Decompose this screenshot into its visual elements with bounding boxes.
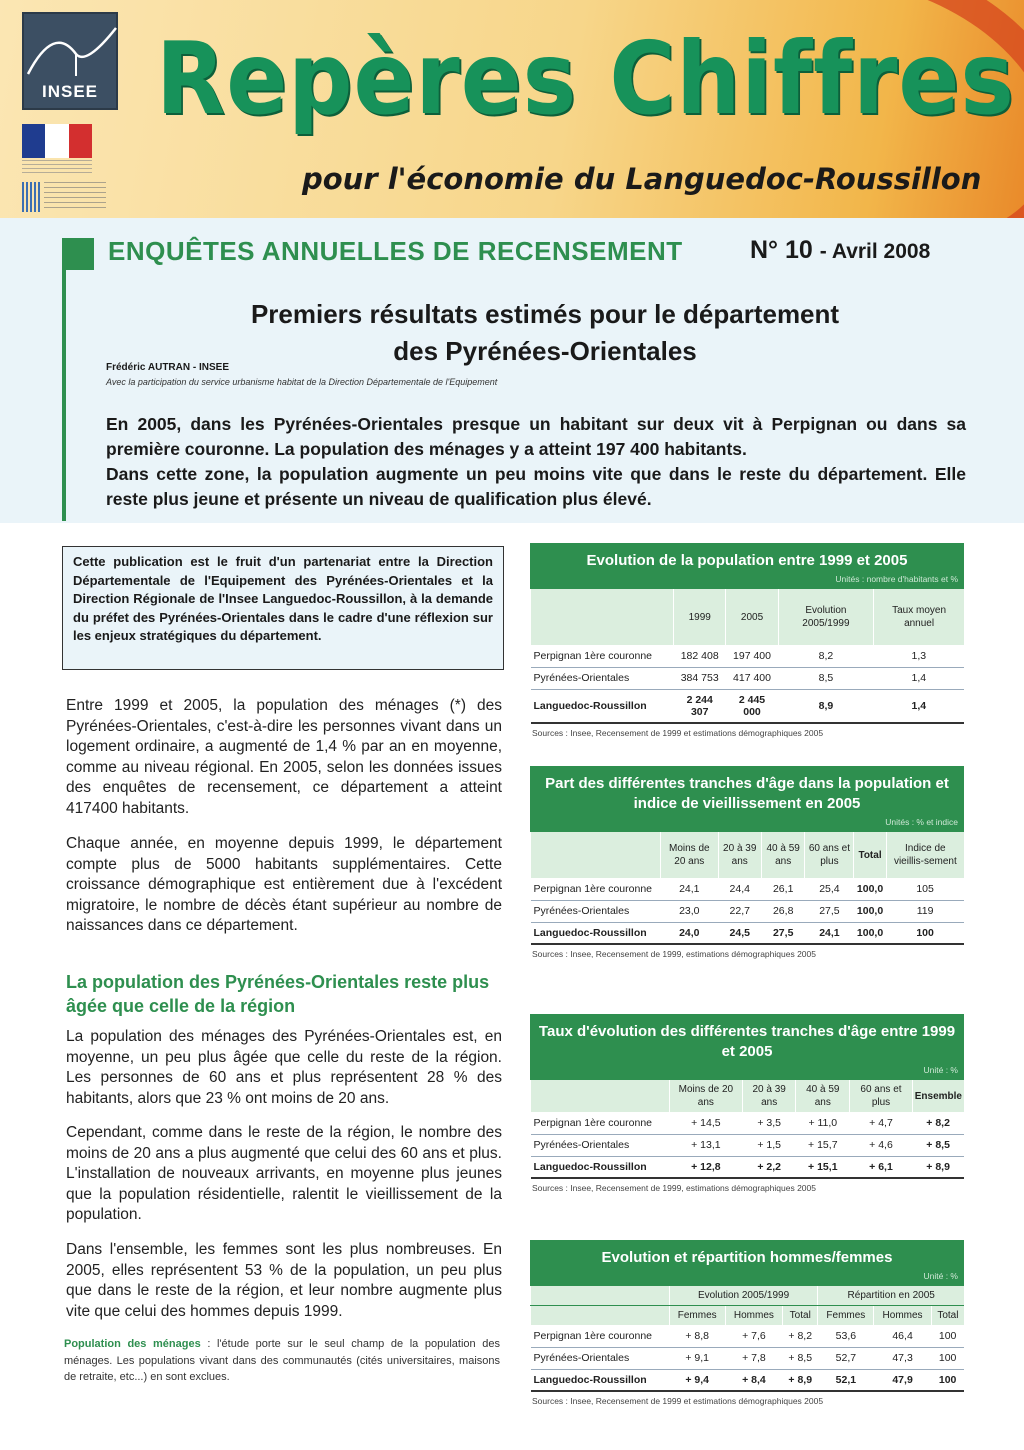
table-cell: + 7,8 <box>725 1347 782 1369</box>
column-header <box>531 589 674 645</box>
insee-logo-text: INSEE <box>41 82 99 101</box>
table-cell: 8,5 <box>778 667 873 689</box>
table-row <box>531 667 965 689</box>
data-table <box>530 1286 964 1392</box>
column-group-spacer <box>531 1286 670 1306</box>
row-label: Pyrénées-Orientales <box>531 667 674 689</box>
table-caption: Evolution de la population entre 1999 et 2005 <box>530 543 964 573</box>
table-cell: 1,4 <box>874 689 964 723</box>
table-cell: + 14,5 <box>669 1112 742 1134</box>
brand-subtitle: pour l'économie du Languedoc-Roussillon <box>302 162 982 196</box>
republique-francaise-logo <box>22 124 92 158</box>
table-cell: + 9,1 <box>669 1347 725 1369</box>
footnote-text: : l'étude porte sur le seul champ de la population des ménages. Les populations vivant dans des communautés (cités universitaires, maisons de retraite, etc...) en sont exclues. <box>64 1338 500 1383</box>
table-row <box>531 1325 965 1347</box>
section-heading: La population des Pyrénées-Orientales reste plus âgée que celle de la région <box>66 972 490 1016</box>
table-cell: + 12,8 <box>669 1156 742 1178</box>
republique-francaise-caption <box>22 160 92 174</box>
series-marker <box>62 238 94 270</box>
column-header: 60 ans et plus <box>805 832 854 878</box>
table-row <box>531 645 965 667</box>
table-cell: 47,9 <box>874 1369 931 1391</box>
issue-number: N° 10 <box>750 236 813 264</box>
lead-2: Dans cette zone, la population augmente un peu moins vite que dans le reste du département. Elle reste plus jeune et présente un niveau de qualification plus élevé. <box>106 464 966 509</box>
table-cell: 100,0 <box>854 900 886 922</box>
paragraph-3: La population des ménages des Pyrénées-Orientales est, en moyenne, un peu plus âgée que celle du reste de la région. Les personnes de 60 ans et plus représentent 28 % des habitants, alors que 23 % ont moins de 20 ans. <box>66 1028 502 1107</box>
table-row <box>531 1347 965 1369</box>
table-cell: 24,1 <box>661 878 718 900</box>
table-cell: 100,0 <box>854 878 886 900</box>
row-label: Pyrénées-Orientales <box>531 1134 670 1156</box>
table-cell: 100 <box>931 1347 964 1369</box>
table-source: Sources : Insee, Recensement de 1999 et estimations démographiques 2005 <box>532 1396 824 1406</box>
series-rule <box>62 238 66 521</box>
table-cell: 197 400 <box>726 645 778 667</box>
table-cell: + 8,9 <box>783 1369 818 1391</box>
lead-paragraph <box>106 412 966 512</box>
table-cell: 105 <box>886 878 964 900</box>
issue-date: - Avril 2008 <box>819 240 931 263</box>
table-cell: + 4,7 <box>850 1112 912 1134</box>
table-unit: Unités : % et indice <box>530 816 964 832</box>
table-cell: 52,1 <box>818 1369 874 1391</box>
table-cell: + 6,1 <box>850 1156 912 1178</box>
table-cell: 100,0 <box>854 922 886 944</box>
column-header: Taux moyen annuel <box>874 589 964 645</box>
table-cell: + 7,6 <box>725 1325 782 1347</box>
table-cell: 47,3 <box>874 1347 931 1369</box>
table-caption: Evolution et répartition hommes/femmes <box>530 1240 964 1270</box>
article-title <box>150 296 940 370</box>
column-header: 60 ans et plus <box>850 1080 912 1112</box>
lead-1: En 2005, dans les Pyrénées-Orientales presque un habitant sur deux vit à Perpignan ou dans sa première couronne. La population des ménages y a atteint 197 400 habitants. <box>106 414 966 459</box>
table-cell: + 2,2 <box>743 1156 796 1178</box>
row-label: Pyrénées-Orientales <box>531 1347 670 1369</box>
paragraph-5: Dans l'ensemble, les femmes sont les plus nombreuses. En 2005, elles représentent 53 % de la population, un peu plus que dans le reste de la région, et leur nombre augmente plus vite que celui des hommes depuis 1999. <box>66 1241 502 1320</box>
column-group-header: Répartition en 2005 <box>818 1286 964 1306</box>
row-label: Pyrénées-Orientales <box>531 900 661 922</box>
table-row <box>531 1112 965 1134</box>
table-gender <box>530 1240 964 1410</box>
row-label: Languedoc-Roussillon <box>531 1156 670 1178</box>
table-source: Sources : Insee, Recensement de 1999 et estimations démographiques 2005 <box>532 727 824 738</box>
table-cell: + 3,5 <box>743 1112 796 1134</box>
table-row <box>531 1134 965 1156</box>
table-cell: + 4,6 <box>850 1134 912 1156</box>
table-cell: 27,5 <box>761 922 804 944</box>
table-row <box>531 1156 965 1178</box>
table-cell: + 15,1 <box>796 1156 850 1178</box>
table-cell: 52,7 <box>818 1347 874 1369</box>
column-header: Femmes <box>669 1306 725 1326</box>
paragraph-1: Entre 1999 et 2005, la population des ménages (*) des Pyrénées-Orientales, c'est-à-dire les personnes vivant dans un logement ordinaire, a augmenté de 1,4 % par an en moyenne, comme au niveau régional. En 2005, selon les données issues des enquêtes de recensement, ce département a atteint 417400 habitants. <box>66 697 502 817</box>
table-cell: 119 <box>886 900 964 922</box>
table-cell: 1,4 <box>874 667 964 689</box>
row-label: Perpignan 1ère couronne <box>531 1325 670 1347</box>
table-cell: + 8,5 <box>783 1347 818 1369</box>
column-header: Evolution 2005/1999 <box>778 589 873 645</box>
column-header: 40 à 59 ans <box>761 832 804 878</box>
table-cell: 24,4 <box>718 878 761 900</box>
equipement-logo <box>22 182 106 212</box>
table-cell: + 13,1 <box>669 1134 742 1156</box>
row-label: Languedoc-Roussillon <box>531 1369 670 1391</box>
row-label: Perpignan 1ère couronne <box>531 645 674 667</box>
table-caption: Part des différentes tranches d'âge dans la population et indice de vieillissement en 2005 <box>530 766 964 816</box>
table-cell: 23,0 <box>661 900 718 922</box>
table-cell: 182 408 <box>674 645 726 667</box>
row-label: Perpignan 1ère couronne <box>531 878 661 900</box>
table-cell: + 8,2 <box>912 1112 964 1134</box>
column-header: Moins de 20 ans <box>661 832 718 878</box>
table-row <box>531 689 965 723</box>
row-label: Languedoc-Roussillon <box>531 689 674 723</box>
table-unit: Unités : nombre d'habitants et % <box>530 573 964 589</box>
column-header: 2005 <box>726 589 778 645</box>
paragraph-2: Chaque année, en moyenne depuis 1999, le département compte plus de 5000 habitants supplémentaires. Cette croissance démographique est entièrement due à l'excédent migratoire, le nombre de décès étant supérieur au nombre de naissances dans ce département. <box>66 835 502 935</box>
table-cell: 26,1 <box>761 878 804 900</box>
table-unit: Unité : % <box>530 1064 964 1080</box>
column-header: Hommes <box>725 1306 782 1326</box>
table-cell: 24,0 <box>661 922 718 944</box>
column-header: Total <box>783 1306 818 1326</box>
table-cell: 53,6 <box>818 1325 874 1347</box>
brand-title: Repères Chiffres <box>156 20 1015 137</box>
series-title: ENQUÊTES ANNUELLES DE RECENSEMENT <box>108 236 683 266</box>
insee-logo <box>22 12 118 110</box>
table-age-evolution <box>530 1014 964 1197</box>
article-title-line-1: Premiers résultats estimés pour le département <box>250 299 840 329</box>
table-cell: + 8,4 <box>725 1369 782 1391</box>
table-source: Sources : Insee, Recensement de 1999, estimations démographiques 2005 <box>532 949 816 959</box>
column-header <box>531 832 661 878</box>
partner-box: Cette publication est le fruit d'un partenariat entre la Direction Départementale de l'Equipement des Pyrénées-Orientales et la Direction Régionale de l'Insee Languedoc-Roussillon, à la demande du préfet des Pyrénées-Orientales dans le cadre d'une réflexion sur les enjeux stratégiques du département. <box>62 546 504 670</box>
footnote-label: Population des ménages <box>64 1338 201 1350</box>
column-header: 40 à 59 ans <box>796 1080 850 1112</box>
table-cell: + 15,7 <box>796 1134 850 1156</box>
table-source: Sources : Insee, Recensement de 1999, estimations démographiques 2005 <box>532 1183 816 1193</box>
table-row <box>531 900 965 922</box>
table-cell: 100 <box>886 922 964 944</box>
table-row <box>531 922 965 944</box>
author-note: Avec la participation du service urbanisme habitat de la Direction Départementale de l'Equipement <box>106 377 498 387</box>
table-cell: 22,7 <box>718 900 761 922</box>
issue-info <box>750 236 930 265</box>
table-cell: 8,9 <box>778 689 873 723</box>
column-header: Total <box>854 832 886 878</box>
paragraph-4: Cependant, comme dans le reste de la région, le nombre des moins de 20 ans a plus augmenté que celui des 60 ans et plus. L'installation de nouveaux arrivants, en moyenne plus jeunes que la population résidentielle, ralentit le vieillissement de la population. <box>66 1124 502 1224</box>
table-cell: 8,2 <box>778 645 873 667</box>
column-header: 1999 <box>674 589 726 645</box>
table-population-evolution <box>530 543 964 742</box>
data-table <box>530 832 964 945</box>
column-header: 20 à 39 ans <box>718 832 761 878</box>
table-unit: Unité : % <box>530 1270 964 1286</box>
column-header: Total <box>931 1306 964 1326</box>
column-group-header: Evolution 2005/1999 <box>669 1286 818 1306</box>
table-cell: 100 <box>931 1369 964 1391</box>
footnote <box>64 1336 500 1386</box>
table-cell: 2 244 307 <box>674 689 726 723</box>
table-cell: + 8,5 <box>912 1134 964 1156</box>
table-cell: + 1,5 <box>743 1134 796 1156</box>
table-row <box>531 1369 965 1391</box>
table-cell: 417 400 <box>726 667 778 689</box>
table-cell: 46,4 <box>874 1325 931 1347</box>
article-title-line-2: des Pyrénées-Orientales <box>393 336 697 366</box>
table-cell: 1,3 <box>874 645 964 667</box>
data-table <box>530 589 964 724</box>
column-header <box>531 1080 670 1112</box>
column-header: Ensemble <box>912 1080 964 1112</box>
column-header: Hommes <box>874 1306 931 1326</box>
table-cell: + 8,9 <box>912 1156 964 1178</box>
column-header: 20 à 39 ans <box>743 1080 796 1112</box>
table-cell: 27,5 <box>805 900 854 922</box>
table-cell: + 8,8 <box>669 1325 725 1347</box>
table-cell: 24,1 <box>805 922 854 944</box>
table-cell: 26,8 <box>761 900 804 922</box>
table-age-share <box>530 766 964 963</box>
column-header: Femmes <box>818 1306 874 1326</box>
author: Frédéric AUTRAN - INSEE <box>106 362 229 373</box>
table-cell: 25,4 <box>805 878 854 900</box>
table-row <box>531 878 965 900</box>
column-header <box>531 1306 670 1326</box>
table-cell: + 8,2 <box>783 1325 818 1347</box>
table-cell: 2 445 000 <box>726 689 778 723</box>
table-cell: + 11,0 <box>796 1112 850 1134</box>
table-caption: Taux d'évolution des différentes tranches d'âge entre 1999 et 2005 <box>530 1014 964 1064</box>
row-label: Perpignan 1ère couronne <box>531 1112 670 1134</box>
table-cell: 384 753 <box>674 667 726 689</box>
column-header: Moins de 20 ans <box>669 1080 742 1112</box>
masthead <box>0 0 1024 218</box>
data-table <box>530 1080 964 1179</box>
table-cell: + 9,4 <box>669 1369 725 1391</box>
logo-column <box>22 12 132 212</box>
row-label: Languedoc-Roussillon <box>531 922 661 944</box>
table-cell: 24,5 <box>718 922 761 944</box>
table-cell: 100 <box>931 1325 964 1347</box>
column-header: Indice de vieillis-sement <box>886 832 964 878</box>
